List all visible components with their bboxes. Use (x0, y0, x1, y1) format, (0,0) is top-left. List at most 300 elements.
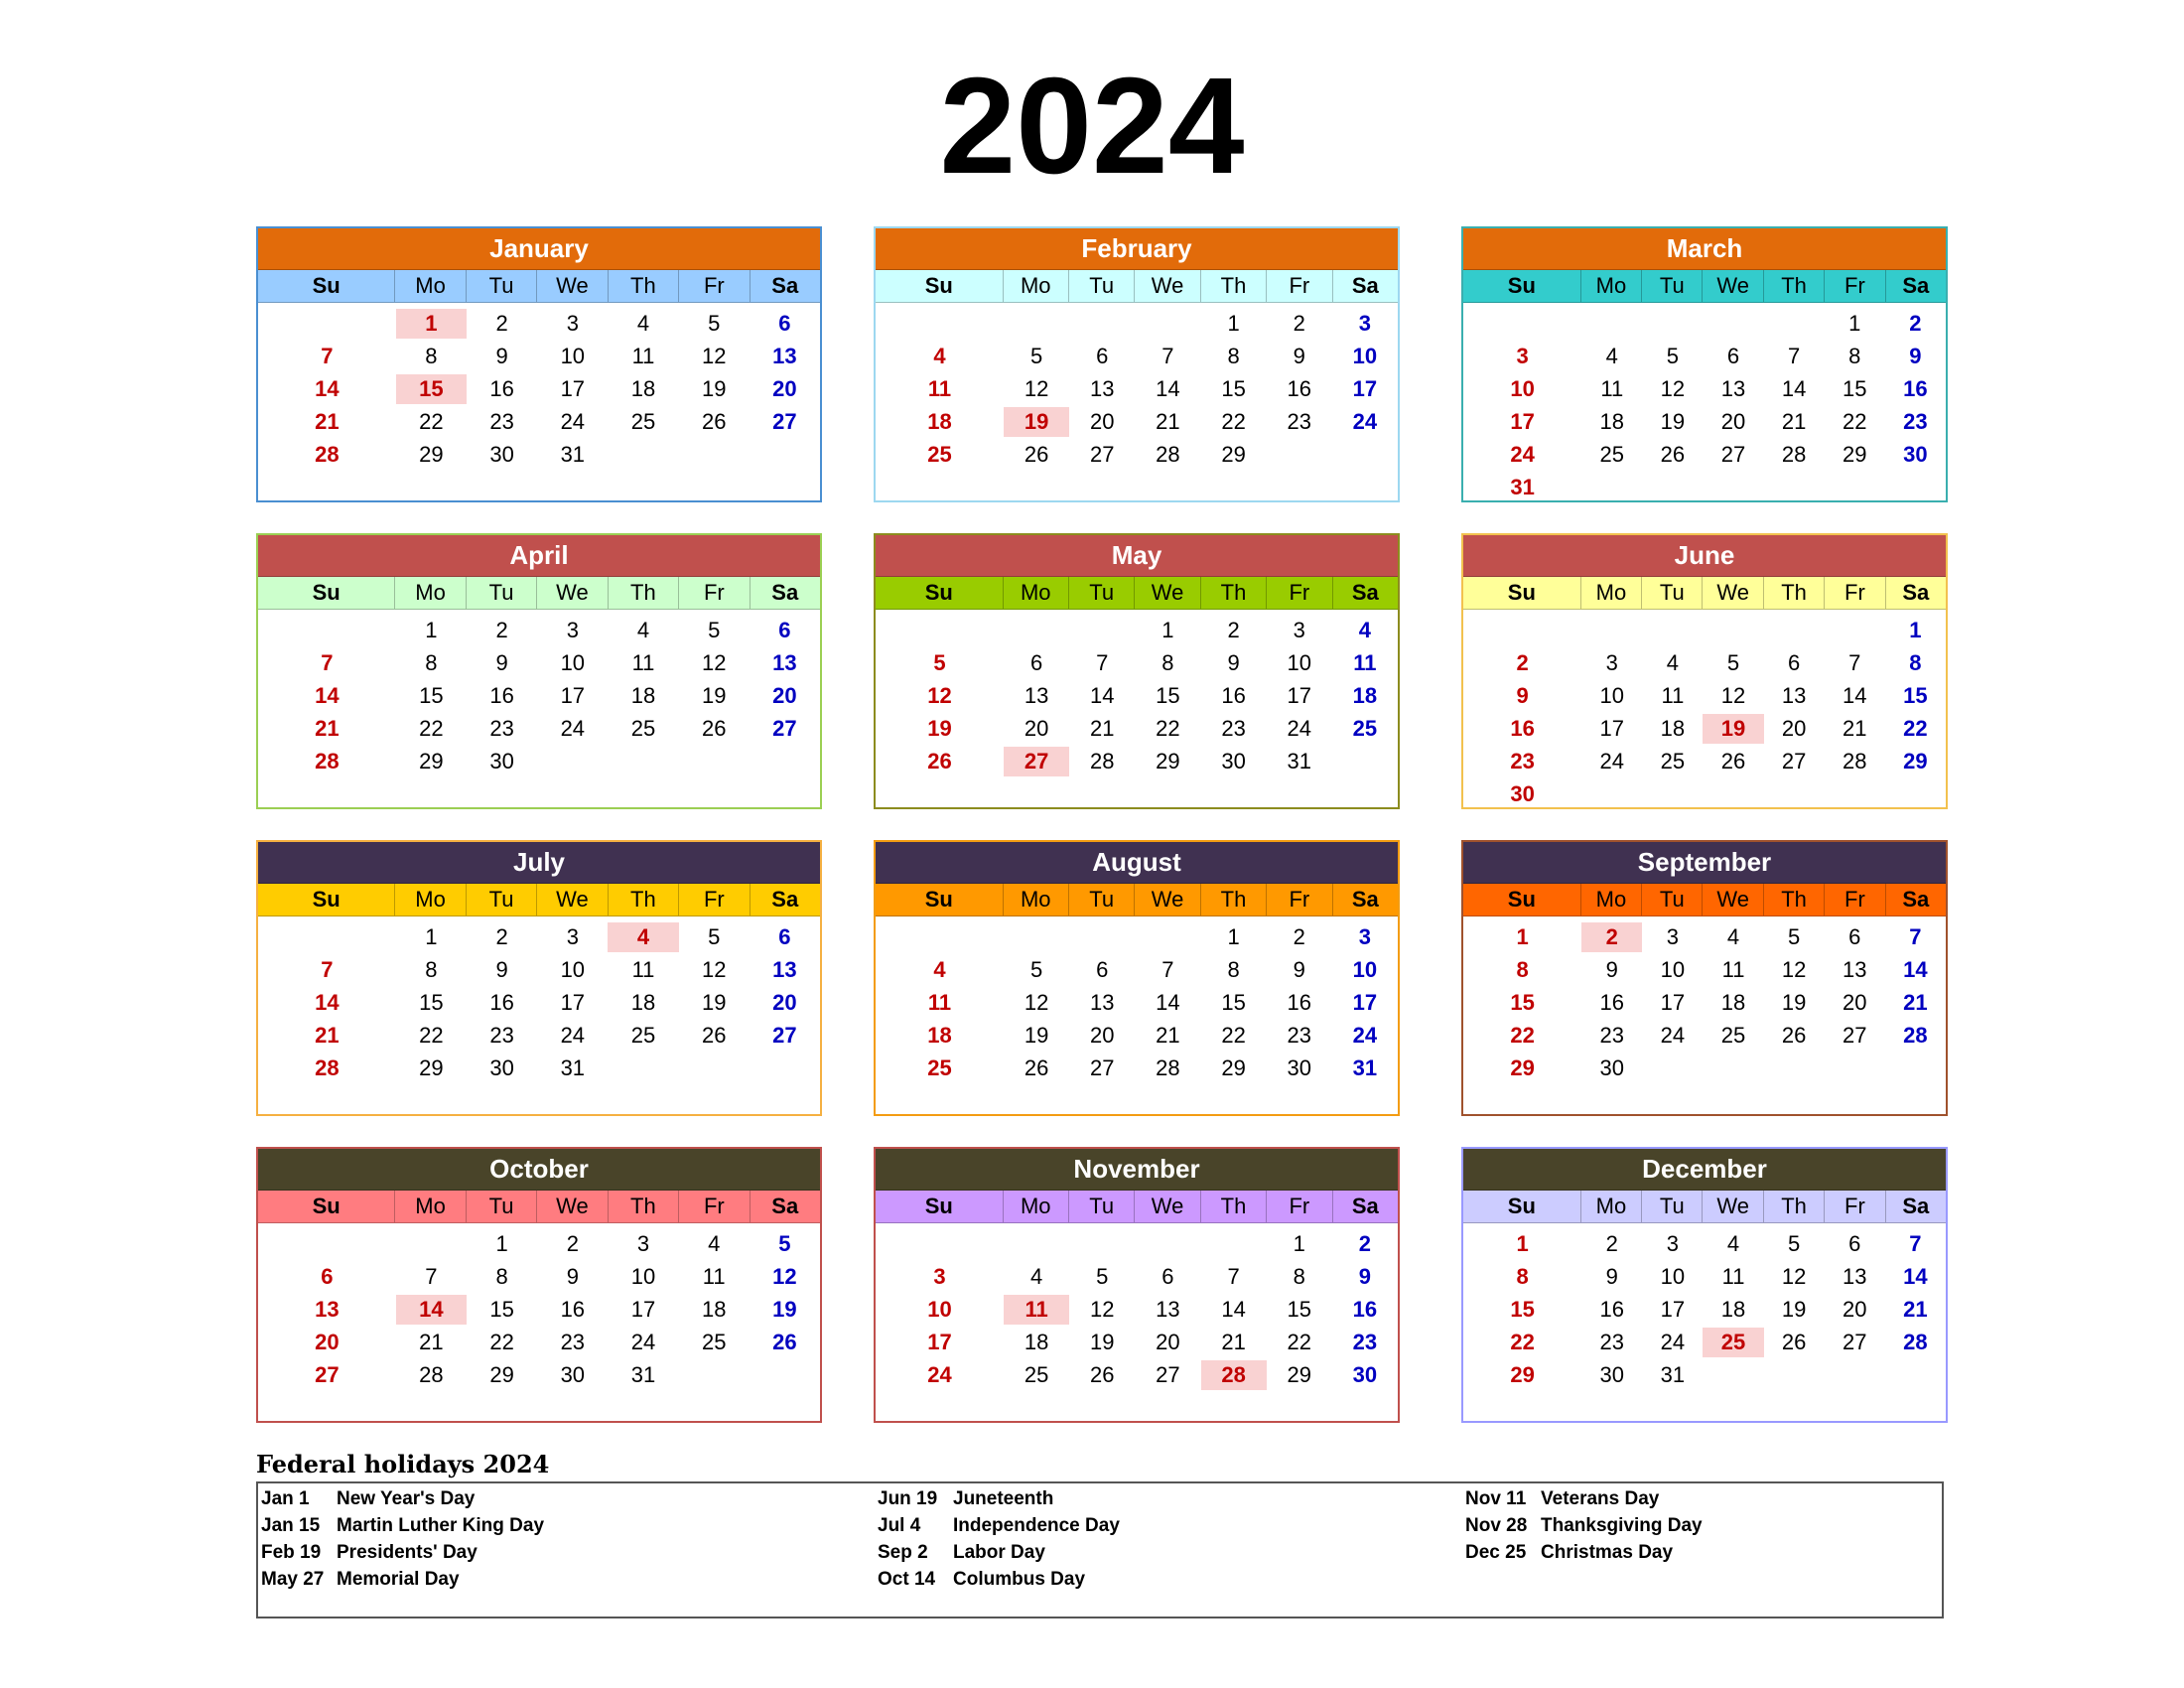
weekday-header (258, 884, 820, 916)
day-cell: 13 (1843, 957, 1867, 982)
day-cell: 9 (495, 344, 508, 368)
day-cell: 12 (1024, 990, 1049, 1015)
month-title: September (1463, 842, 1946, 884)
day-cell: 7 (1909, 1231, 1922, 1256)
day-cell: 24 (1660, 1023, 1686, 1048)
day-cell: 8 (1227, 344, 1240, 368)
day-cell: 9 (1909, 344, 1922, 368)
day-cell: 13 (315, 1297, 340, 1322)
day-cell: 4 (1666, 650, 1680, 675)
day-cell: 15 (419, 683, 444, 708)
day-cell: 6 (1161, 1264, 1174, 1289)
day-cell: 28 (1903, 1330, 1928, 1354)
day-cell: 3 (1293, 618, 1305, 642)
day-cell: 1 (1516, 924, 1529, 949)
day-cell: 3 (1358, 311, 1372, 336)
day-cell: 9 (495, 957, 508, 982)
day-cell: 8 (1161, 650, 1174, 675)
weekday-label: We (536, 1191, 607, 1222)
day-cell: 14 (1156, 376, 1180, 401)
month-title: July (258, 842, 820, 884)
weekday-label: Mo (1003, 577, 1068, 609)
holiday-row (878, 1485, 1120, 1512)
day-cell: 12 (701, 957, 727, 982)
weekday-header (876, 884, 1398, 916)
day-cell: 5 (933, 650, 946, 675)
holiday-day-cell: 19 (1703, 714, 1763, 744)
day-cell: 13 (1024, 683, 1049, 708)
weekday-label: Mo (394, 270, 465, 302)
day-cell: 1 (1516, 1231, 1529, 1256)
day-cell: 18 (701, 1297, 727, 1322)
day-cell: 28 (315, 442, 340, 467)
weekday-label: Su (924, 580, 953, 605)
weekday-label: Su (1507, 273, 1536, 298)
weekday-label: We (1702, 270, 1762, 302)
day-cell: 29 (1510, 1055, 1535, 1080)
weekday-label: Su (924, 273, 953, 298)
day-cell: 13 (1720, 376, 1746, 401)
weekday-label: Sa (1332, 884, 1398, 915)
day-cell: 22 (419, 1023, 444, 1048)
weekday-label: We (1134, 577, 1199, 609)
day-cell: 15 (489, 1297, 514, 1322)
day-cell: 15 (1221, 990, 1246, 1015)
day-cell: 22 (1843, 409, 1867, 434)
day-cell: 22 (1221, 409, 1246, 434)
day-cell: 23 (1287, 1023, 1311, 1048)
day-cell: 30 (489, 442, 514, 467)
day-cell: 14 (315, 683, 340, 708)
holiday-date: Sep 2 (878, 1542, 928, 1563)
weekday-label: Su (924, 887, 953, 912)
day-cell: 22 (489, 1330, 514, 1354)
day-cell: 16 (1599, 990, 1624, 1015)
weekday-label: Mo (394, 1191, 465, 1222)
day-cell: 10 (1352, 344, 1378, 368)
weekday-header (1463, 884, 1946, 916)
day-cell: 4 (1726, 1231, 1740, 1256)
weekday-label: Th (608, 1191, 678, 1222)
day-cell: 22 (1156, 716, 1180, 741)
day-cell: 20 (315, 1330, 340, 1354)
day-cell: 7 (1096, 650, 1109, 675)
day-cell: 5 (708, 924, 721, 949)
day-cell: 8 (425, 957, 438, 982)
day-cell: 18 (1599, 409, 1624, 434)
day-cell: 12 (1024, 376, 1049, 401)
day-cell: 17 (927, 1330, 952, 1354)
weekday-label: We (536, 577, 607, 609)
day-cell: 9 (1293, 344, 1305, 368)
weekday-label: Th (1200, 1191, 1266, 1222)
day-cell: 6 (778, 311, 791, 336)
day-cell: 30 (560, 1362, 586, 1387)
day-cell: 29 (419, 1055, 444, 1080)
month-december (1461, 1147, 1948, 1423)
day-cell: 4 (708, 1231, 721, 1256)
day-cell: 18 (1720, 990, 1746, 1015)
day-cell: 20 (772, 683, 797, 708)
day-cell: 19 (701, 990, 727, 1015)
weekday-label: Sa (750, 1191, 820, 1222)
weekday-label: Mo (1580, 270, 1641, 302)
day-cell: 19 (1024, 1023, 1049, 1048)
month-june (1461, 533, 1948, 809)
day-cell: 23 (1287, 409, 1311, 434)
day-cell: 11 (1721, 1264, 1745, 1289)
weekday-header (258, 577, 820, 610)
day-cell: 6 (778, 618, 791, 642)
day-cell: 8 (495, 1264, 508, 1289)
month-february (874, 226, 1400, 502)
day-cell: 14 (315, 990, 340, 1015)
holiday-row (261, 1566, 544, 1593)
day-cell: 2 (495, 618, 508, 642)
weekday-label: Sa (1885, 884, 1946, 915)
day-cell: 26 (927, 749, 952, 774)
holiday-name: Thanksgiving Day (1541, 1515, 1703, 1536)
day-cell: 16 (489, 683, 514, 708)
day-cell: 27 (772, 409, 797, 434)
day-cell: 29 (1156, 749, 1180, 774)
day-cell: 30 (1599, 1055, 1624, 1080)
day-cell: 23 (489, 1023, 514, 1048)
day-cell: 16 (1352, 1297, 1378, 1322)
day-cell: 11 (927, 990, 952, 1015)
day-cell: 26 (1660, 442, 1686, 467)
holiday-row (261, 1485, 544, 1512)
weekday-header (1463, 270, 1946, 303)
weekday-label: Fr (1266, 577, 1331, 609)
month-title: December (1463, 1149, 1946, 1191)
day-cell: 18 (1660, 716, 1686, 741)
weekday-label: Sa (1885, 577, 1946, 609)
weekday-label: Su (312, 887, 341, 912)
day-cell: 29 (1287, 1362, 1311, 1387)
weekday-label: Su (924, 1194, 953, 1218)
weekday-label: We (1702, 577, 1762, 609)
day-cell: 16 (1599, 1297, 1624, 1322)
day-cell: 4 (1358, 618, 1372, 642)
day-cell: 15 (1843, 376, 1867, 401)
day-cell: 26 (1781, 1023, 1807, 1048)
day-cell: 24 (1287, 716, 1311, 741)
day-cell: 3 (1666, 1231, 1680, 1256)
holiday-date: Jun 19 (878, 1488, 938, 1509)
day-cell: 1 (1227, 311, 1240, 336)
day-cell: 8 (1909, 650, 1922, 675)
day-cell: 29 (1221, 442, 1246, 467)
weekday-label: Fr (678, 1191, 749, 1222)
holiday-row (261, 1539, 544, 1566)
weekday-label: Tu (1068, 270, 1134, 302)
month-title: June (1463, 535, 1946, 577)
day-cell: 7 (1227, 1264, 1240, 1289)
day-cell: 2 (495, 924, 508, 949)
weekday-label: Th (1763, 1191, 1824, 1222)
day-cell: 3 (566, 924, 579, 949)
weekday-label: We (536, 270, 607, 302)
holiday-name: New Year's Day (337, 1488, 476, 1509)
weekday-label: Tu (1641, 884, 1702, 915)
day-cell: 4 (1726, 924, 1740, 949)
weekday-label: Fr (1266, 270, 1331, 302)
day-cell: 7 (321, 650, 334, 675)
holiday-date: Oct 14 (878, 1569, 936, 1590)
day-cell: 10 (1352, 957, 1378, 982)
day-cell: 1 (1227, 924, 1240, 949)
day-cell: 13 (772, 344, 797, 368)
day-cell: 10 (560, 957, 586, 982)
day-cell: 4 (636, 618, 650, 642)
holiday-day-cell: 11 (1004, 1295, 1069, 1325)
day-cell: 17 (1660, 1297, 1686, 1322)
holiday-name: Labor Day (953, 1542, 1045, 1563)
weekday-label: Tu (1641, 577, 1702, 609)
day-cell: 5 (708, 618, 721, 642)
holiday-row (878, 1566, 1120, 1593)
day-cell: 26 (701, 409, 727, 434)
weekday-label: Tu (466, 1191, 536, 1222)
holiday-date: Nov 11 (1465, 1488, 1527, 1509)
holidays-column (261, 1485, 544, 1593)
weekday-label: Mo (394, 884, 465, 915)
day-cell: 26 (1720, 749, 1746, 774)
day-cell: 21 (1903, 990, 1928, 1015)
day-cell: 7 (1788, 344, 1801, 368)
day-cell: 30 (1221, 749, 1246, 774)
day-cell: 12 (1781, 957, 1807, 982)
day-cell: 24 (927, 1362, 952, 1387)
weekday-label: Fr (1266, 1191, 1331, 1222)
weekday-label: Tu (1068, 1191, 1134, 1222)
day-cell: 5 (1029, 344, 1043, 368)
day-cell: 9 (495, 650, 508, 675)
weekday-label: Su (1507, 580, 1536, 605)
day-cell: 17 (560, 683, 586, 708)
weekday-label: Th (1763, 884, 1824, 915)
day-cell: 24 (1352, 1023, 1378, 1048)
month-april (256, 533, 822, 809)
day-cell: 1 (1161, 618, 1174, 642)
holiday-row (1465, 1539, 1703, 1566)
day-cell: 4 (1605, 344, 1618, 368)
holiday-name: Christmas Day (1541, 1542, 1674, 1563)
weekday-label: We (1134, 884, 1199, 915)
day-cell: 1 (495, 1231, 508, 1256)
day-cell: 17 (1287, 683, 1311, 708)
holiday-day-cell: 14 (396, 1295, 467, 1325)
day-cell: 21 (419, 1330, 444, 1354)
day-cell: 25 (630, 716, 656, 741)
day-cell: 6 (321, 1264, 334, 1289)
day-cell: 17 (1660, 990, 1686, 1015)
day-cell: 23 (1599, 1330, 1624, 1354)
day-cell: 28 (1156, 1055, 1180, 1080)
holiday-day-cell: 28 (1201, 1360, 1267, 1390)
day-cell: 27 (1843, 1330, 1867, 1354)
weekday-label: Sa (750, 577, 820, 609)
weekday-header (258, 270, 820, 303)
holiday-name: Independence Day (953, 1515, 1120, 1536)
weekday-header (1463, 1191, 1946, 1223)
day-cell: 27 (1156, 1362, 1180, 1387)
day-cell: 31 (1510, 475, 1535, 499)
day-cell: 6 (778, 924, 791, 949)
weekday-label: Th (1763, 270, 1824, 302)
weekday-header (1463, 577, 1946, 610)
day-cell: 5 (778, 1231, 791, 1256)
day-cell: 17 (560, 376, 586, 401)
day-cell: 17 (1510, 409, 1535, 434)
day-cell: 12 (1781, 1264, 1807, 1289)
day-cell: 20 (1090, 409, 1115, 434)
day-cell: 29 (489, 1362, 514, 1387)
day-cell: 6 (1848, 924, 1861, 949)
day-cell: 23 (1352, 1330, 1378, 1354)
day-cell: 11 (631, 650, 655, 675)
day-cell: 19 (772, 1297, 797, 1322)
weekday-label: We (1134, 1191, 1199, 1222)
day-cell: 4 (636, 311, 650, 336)
day-cell: 24 (560, 716, 586, 741)
day-cell: 1 (1848, 311, 1861, 336)
day-cell: 13 (1843, 1264, 1867, 1289)
day-cell: 30 (1510, 781, 1535, 806)
weekday-label: We (536, 884, 607, 915)
day-cell: 12 (1090, 1297, 1115, 1322)
day-cell: 17 (1352, 990, 1378, 1015)
day-cell: 15 (1903, 683, 1928, 708)
day-cell: 18 (630, 683, 656, 708)
day-cell: 29 (1221, 1055, 1246, 1080)
month-october (256, 1147, 822, 1423)
month-title: November (876, 1149, 1398, 1191)
weekday-label: Mo (1580, 884, 1641, 915)
holiday-name: Memorial Day (337, 1569, 460, 1590)
day-cell: 26 (701, 716, 727, 741)
day-cell: 22 (1903, 716, 1928, 741)
day-cell: 3 (566, 618, 579, 642)
weekday-label: Tu (1068, 884, 1134, 915)
weekday-label: Su (312, 580, 341, 605)
day-cell: 15 (419, 990, 444, 1015)
day-cell: 17 (560, 990, 586, 1015)
holiday-date: Jan 1 (261, 1488, 310, 1509)
weekday-header (258, 1191, 820, 1223)
day-cell: 9 (1358, 1264, 1372, 1289)
day-cell: 24 (560, 1023, 586, 1048)
holiday-date: Feb 19 (261, 1542, 322, 1563)
day-cell: 7 (321, 957, 334, 982)
day-cell: 2 (1516, 650, 1529, 675)
day-cell: 14 (1090, 683, 1115, 708)
weekday-label: Fr (1824, 577, 1884, 609)
holiday-date: May 27 (261, 1569, 325, 1590)
day-cell: 7 (1161, 957, 1174, 982)
day-cell: 20 (1843, 990, 1867, 1015)
day-cell: 21 (1090, 716, 1115, 741)
day-cell: 28 (419, 1362, 444, 1387)
holiday-row (878, 1512, 1120, 1539)
day-cell: 10 (1660, 957, 1686, 982)
day-cell: 5 (1666, 344, 1680, 368)
day-cell: 16 (1221, 683, 1246, 708)
day-cell: 19 (1660, 409, 1686, 434)
day-cell: 20 (1090, 1023, 1115, 1048)
day-cell: 4 (933, 957, 946, 982)
day-cell: 13 (772, 957, 797, 982)
holiday-date: Dec 25 (1465, 1542, 1527, 1563)
day-cell: 22 (1287, 1330, 1311, 1354)
day-cell: 18 (1352, 683, 1378, 708)
day-cell: 11 (631, 957, 655, 982)
day-cell: 27 (772, 716, 797, 741)
day-cell: 1 (1293, 1231, 1305, 1256)
weekday-label: Sa (1885, 1191, 1946, 1222)
month-august (874, 840, 1400, 1116)
holidays-table (256, 1481, 1944, 1618)
weekday-label: We (1702, 884, 1762, 915)
day-cell: 23 (489, 409, 514, 434)
weekday-label: Mo (394, 577, 465, 609)
day-cell: 11 (702, 1264, 726, 1289)
day-cell: 20 (1720, 409, 1746, 434)
day-cell: 9 (1293, 957, 1305, 982)
day-cell: 23 (1221, 716, 1246, 741)
day-cell: 23 (1903, 409, 1928, 434)
month-title: April (258, 535, 820, 577)
day-cell: 8 (425, 344, 438, 368)
day-cell: 23 (1599, 1023, 1624, 1048)
day-cell: 20 (772, 376, 797, 401)
day-cell: 13 (1090, 990, 1115, 1015)
day-cell: 7 (1161, 344, 1174, 368)
day-cell: 16 (560, 1297, 586, 1322)
day-cell: 22 (419, 716, 444, 741)
day-cell: 17 (1599, 716, 1624, 741)
day-cell: 13 (772, 650, 797, 675)
weekday-label: Sa (1332, 1191, 1398, 1222)
day-cell: 19 (1781, 1297, 1807, 1322)
day-cell: 20 (772, 990, 797, 1015)
day-cell: 14 (315, 376, 340, 401)
day-cell: 18 (927, 1023, 952, 1048)
weekday-label: Fr (1824, 270, 1884, 302)
day-cell: 26 (772, 1330, 797, 1354)
day-cell: 10 (560, 650, 586, 675)
weekday-label: We (1702, 1191, 1762, 1222)
day-cell: 16 (1903, 376, 1928, 401)
day-cell: 16 (1287, 376, 1311, 401)
weekday-label: Tu (1641, 270, 1702, 302)
day-cell: 11 (1721, 957, 1745, 982)
day-cell: 3 (1605, 650, 1618, 675)
day-cell: 22 (1510, 1023, 1535, 1048)
day-cell: 10 (1510, 376, 1535, 401)
day-cell: 3 (636, 1231, 650, 1256)
month-may (874, 533, 1400, 809)
day-cell: 26 (1024, 442, 1049, 467)
holidays-column (1465, 1485, 1703, 1566)
day-cell: 28 (315, 749, 340, 774)
day-cell: 6 (1029, 650, 1043, 675)
month-july (256, 840, 822, 1116)
weekday-label: Mo (1003, 884, 1068, 915)
weekday-label: Tu (1068, 577, 1134, 609)
holiday-name: Veterans Day (1541, 1488, 1660, 1509)
